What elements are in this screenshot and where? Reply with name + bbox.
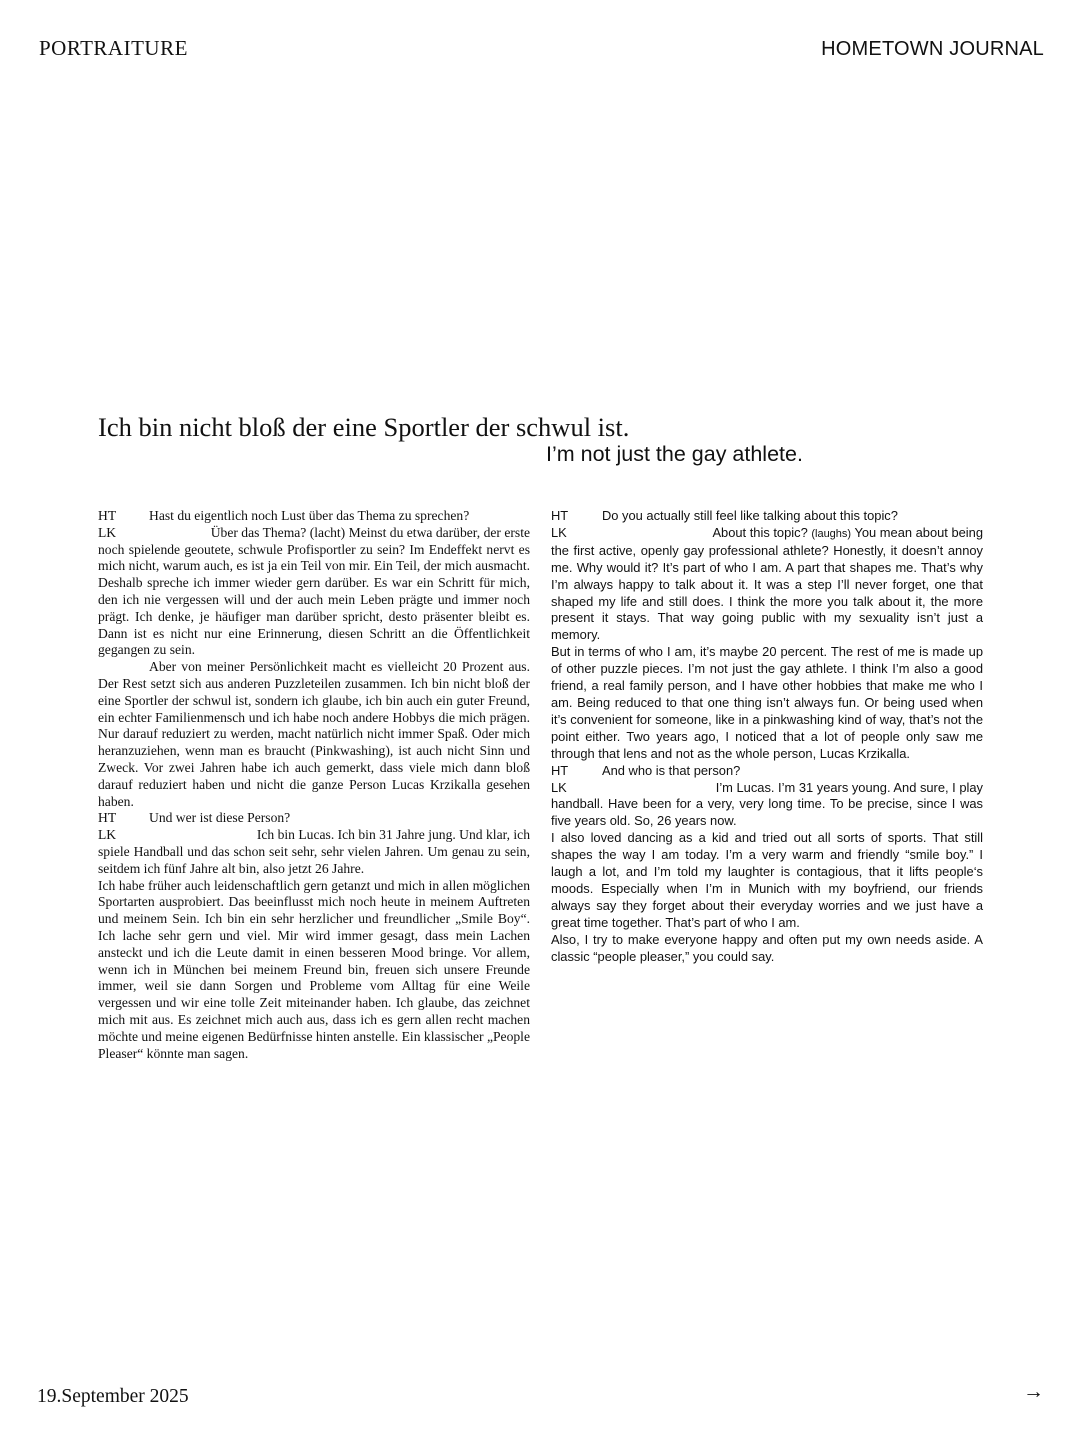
headline-english: I’m not just the gay athlete. bbox=[546, 442, 803, 466]
answer-text: I’m Lucas. I’m 31 years young. And sure, I play bbox=[715, 779, 983, 795]
question-1 bbox=[98, 508, 530, 525]
question-text: Hast du eigentlich noch Lust über das Thema zu sprechen? bbox=[149, 508, 470, 523]
answer-2-first-line bbox=[98, 827, 530, 844]
section-label: PORTRAITURE bbox=[39, 36, 188, 60]
speaker-label: HT bbox=[98, 508, 117, 523]
headline-german: Ich bin nicht bloß der eine Sportler der schwul ist. bbox=[98, 412, 630, 442]
speaker-label: HT bbox=[98, 810, 117, 826]
question-text: Do you actually still feel like talking about this topic? bbox=[602, 508, 898, 523]
aside-laughs: (laughs) bbox=[811, 527, 852, 540]
answer-1-first-line bbox=[98, 525, 530, 542]
answer-1-body: noch spielende geoutete, schwule Profisportler zu sein? Im Endeffekt nervt es mich nicht, warum auch, es ist ja ein Teil von mir. Ein Teil, der mich ausmacht. Deshalb spreche ich immer wieder gern darüber. Es war ein Schritt für mich, den ich nie vergessen will und der auch mein Leben prägte und immer noch prägt. Ich denke, je häufiger man darüber spricht, desto präsenter bleibt es. Dann ist es nicht nur eine Erinnerung, diesen Schritt an die Öffentlichkeit gegangen zu sein. bbox=[98, 541, 530, 658]
speaker-label: LK bbox=[551, 779, 567, 795]
answer-2-paragraph-3: Also, I try to make everyone happy and often put my own needs aside. A classic “people pleaser,” you could say. bbox=[551, 931, 983, 964]
answer-1-first-line bbox=[551, 525, 983, 543]
question-2 bbox=[98, 810, 530, 827]
english-column bbox=[551, 508, 983, 965]
publication-name: HOMETOWN JOURNAL bbox=[821, 38, 1044, 60]
answer-1-paragraph-2 bbox=[98, 659, 530, 810]
answer-text bbox=[712, 525, 983, 543]
speaker-label: LK bbox=[551, 524, 567, 540]
speaker-label: LK bbox=[98, 827, 117, 843]
question-2 bbox=[551, 763, 983, 780]
publication-date: 19.September 2025 bbox=[37, 1386, 189, 1407]
answer-2-paragraph-2: Ich habe früher auch leidenschaftlich gern getanzt und mich in allen möglichen Sportarten ausprobiert. Das beeinflusst mich noch heute in meinem Auftreten und meinem Sein. Ich bin ein sehr herzlicher und freundlicher „Smile Boy“. Ich lache sehr gern und viel. Mir wird immer gesagt, dass mein Lachen ansteckt und ich die Leute damit in einen besseren Mood bringe. Vor allem, wenn ich in München bei meinem Freund bin, freuen sich unsere Freunde immer, weil sie dann Sorgen und Probleme vom Alltag für eine Weile vergessen und wir eine tolle Zeit miteinander haben. Ich glaube, das zeichnet mich mit aus. Es zeichnet mich auch aus, dass ich es gern allen recht machen möchte und meine eigenen Bedürfnisse hinten anstelle. Ein klassischer „People Pleaser“ könnte man sagen. bbox=[98, 877, 530, 1061]
answer-2-paragraph-2: I also loved dancing as a kid and tried out all sorts of sports. That still shapes the way I am today. I’m a very warm and friendly “smile boy.” I laugh a lot, and I’m told my laughter is contagious, that it lifts people‘s moods. Especially when I’m in Munich with my boyfriend, our friends always say they forget about their everyday worries and we just have a great time together. That’s part of who I am. bbox=[551, 830, 983, 930]
answer-1-paragraph-2: But in terms of who I am, it’s maybe 20 percent. The rest of me is made up of other puzzle pieces. I’m not just the gay athlete. I think I’m also a good friend, a real family person, and I have other hobbies that make me who I am. Being reduced to that one thing isn’t always fun. Or being used when it’s convenient for someone, like in a pinkwashing kind of way, that’s not the point either. Two years ago, I noticed that a lot of people only saw me through that lens and not as the whole person, Lucas Krzikalla. bbox=[551, 644, 983, 761]
answer-1-body: the first active, openly gay professional athlete? Honestly, it doesn’t annoy me. Why would it? It’s part of who I am. A part that shapes me. That’s why I’m always happy to talk about it. It was a step I’ll never forget, one that shaped my life and still does. I think the more you talk about it, the more present it stays. That way going public with my sexuality isn’t just a memory. bbox=[551, 542, 983, 643]
question-1 bbox=[551, 508, 983, 525]
answer-text: Ich bin Lucas. Ich bin 31 Jahre jung. Und klar, ich bbox=[256, 827, 530, 843]
answer-2-body: handball. Have been for a very, very long time. To be precise, since I was five years old. So, 26 years now. bbox=[551, 796, 983, 829]
answer-lead: About this topic? bbox=[712, 524, 808, 540]
paragraph-text: Aber von meiner Persönlichkeit macht es vielleicht 20 Prozent aus. Der Rest setzt sich aus anderen Puzzleteilen zusammen. Ich bin nicht bloß der eine Sportler der schwul ist, sondern ich glaube, ich bin auch ein guter Freund, ein echter Familienmensch und ich habe noch andere Hobbys die mich prägen. Nur darauf reduziert zu werden, macht natürlich nicht immer Spaß. Oder mich heranzuziehen, wenn man es braucht (Pinkwashing), ist auch nicht Sinn und Zweck. Vor zwei Jahren habe ich auch gemerkt, dass viele mich dann bloß darauf reduziert haben und nicht die ganze Person Lucas Krzikalla gesehen haben. bbox=[98, 659, 530, 809]
speaker-label: HT bbox=[551, 762, 569, 778]
speaker-label: HT bbox=[551, 508, 569, 523]
speaker-label: LK bbox=[98, 524, 117, 540]
next-page-arrow-icon[interactable]: → bbox=[1023, 1380, 1044, 1403]
german-column bbox=[98, 508, 530, 1062]
question-text: Und wer ist diese Person? bbox=[149, 810, 291, 826]
answer-lead-rest: You mean about being bbox=[854, 524, 983, 540]
question-text: And who is that person? bbox=[602, 762, 741, 778]
answer-2-first-line bbox=[551, 780, 983, 797]
answer-text: Über das Thema? (lacht) Meinst du etwa darüber, der erste bbox=[210, 524, 530, 540]
answer-2-body: spiele Handball und das schon seit sehr, sehr vielen Jahren. Um genau zu sein, seitdem ich fünf Jahre alt bin, also jetzt 26 Jahre. bbox=[98, 843, 530, 876]
